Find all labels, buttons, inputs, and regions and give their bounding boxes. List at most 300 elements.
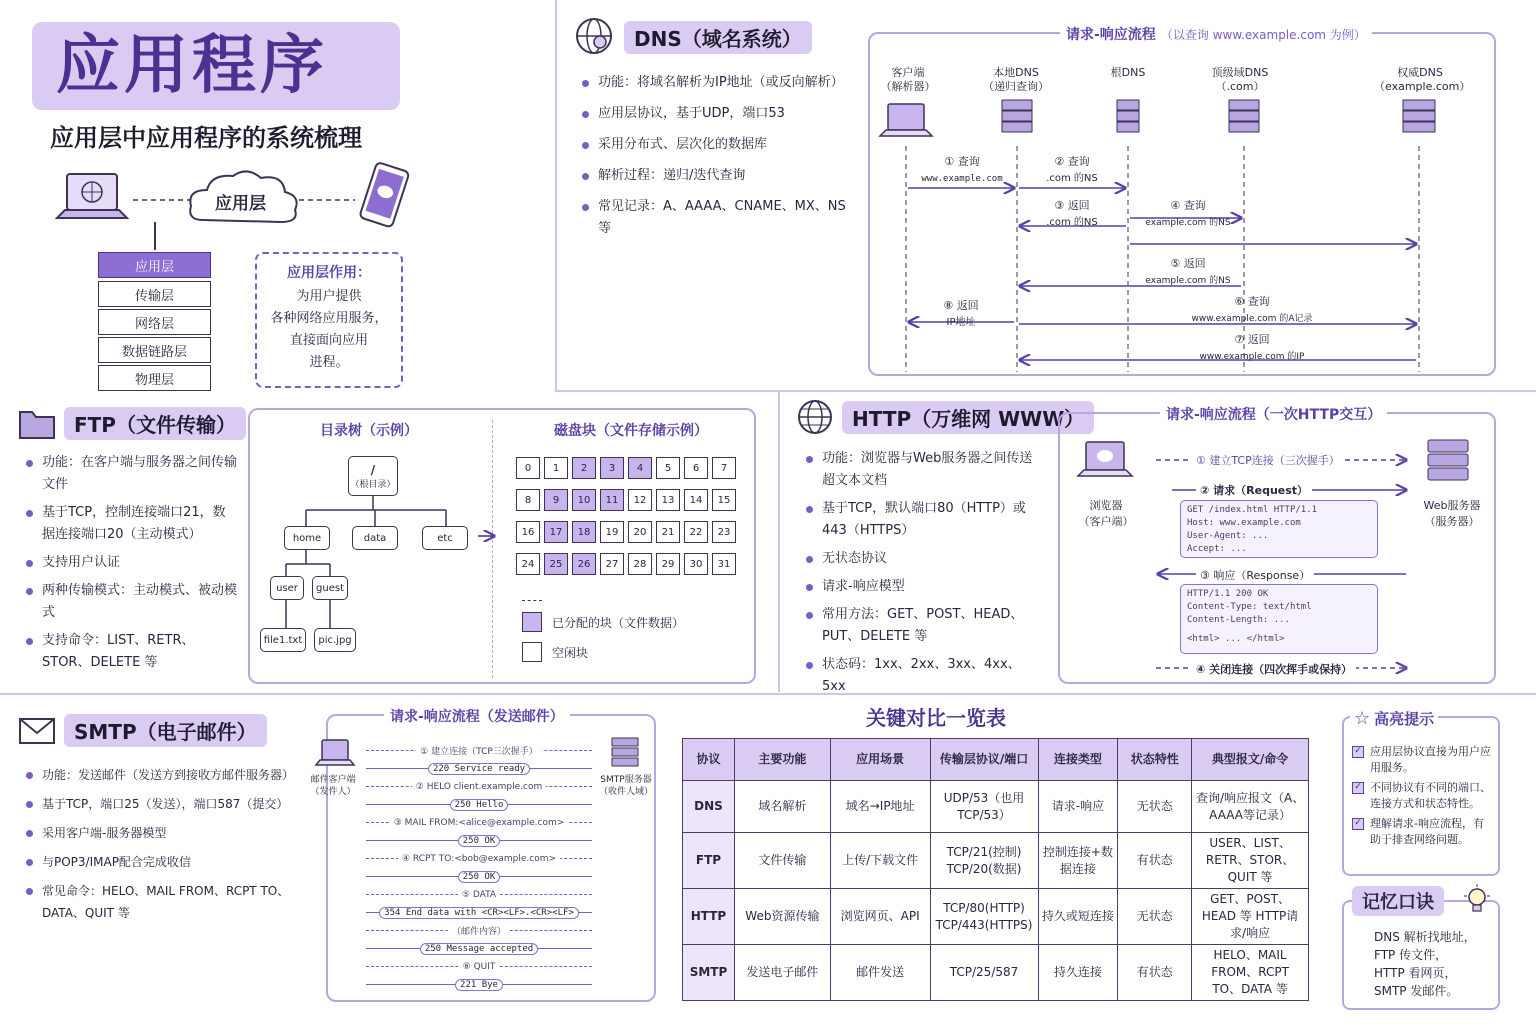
client-sub: （发件人） [310,787,356,797]
table-row [683,833,1309,889]
dns-title: DNS（域名系统） [624,21,812,54]
role-line: 直接面向应用 [289,333,368,348]
smtp-bullets [24,764,294,924]
page-subtitle: 应用层中应用程序的系统梳理 [50,124,362,152]
table-cell: TCP/25/587 [930,945,1038,1001]
tree-root-sub: （根目录） [350,479,396,490]
legend-swatch-allocated [522,612,542,632]
step-detail: example.com 的NS [1145,218,1231,228]
phone-icon [359,162,409,228]
http-step: ④ 关闭连接（四次挥手或保持） [1192,661,1356,677]
response-line: Content-Type: text/html [1187,602,1312,612]
table-row [683,781,1309,833]
smtp-message-label [379,907,579,919]
http-flow-title: 请求-响应流程（一次HTTP交互） [1160,404,1387,424]
stack-layer: 网络层 [98,309,211,335]
highlights-title: 高亮提示 [1374,710,1435,728]
actor-name: 权威DNS [1397,66,1443,79]
column-header: 典型报文/命令 [1192,739,1309,781]
disk-block-allocated: 4 [628,457,652,479]
disk-block-free: 27 [600,553,624,575]
step-num: ⑥ [1234,295,1245,308]
step-num: ⑤ [1170,257,1181,270]
dns-header [574,16,812,58]
table-cell: 发送电子邮件 [734,945,830,1001]
step-num: ⑤ [461,889,470,900]
step-text: 返回 [1067,199,1090,212]
table-cell: 无状态 [1118,889,1192,945]
http-step: ① 建立TCP连接（三次握手） [1192,452,1344,468]
disk-block-free: 14 [684,489,708,511]
smtp-message-label [458,835,501,847]
column-header: 传输层协议/端口 [930,739,1038,781]
actor-sub: （解析器） [880,80,936,93]
response-line: Content-Length: ... [1187,615,1290,625]
table-cell: FTP [683,833,735,889]
step-num: ② [1054,155,1065,168]
legend-free [522,642,588,662]
disk-block-free: 8 [516,489,540,511]
server-icon [1002,100,1032,132]
step-text: 250 OK [462,835,496,846]
dns-actor [1200,66,1280,94]
smtp-title: SMTP（电子邮件） [64,714,267,747]
http-bullet: 功能：浏览器与Web服务器之间传送超文本文档 [804,448,1040,492]
step-text: DATA [472,889,497,900]
disk-block-free: 29 [656,553,680,575]
disk-block-free: 13 [656,489,680,511]
table-cell: 请求-响应 [1038,781,1118,833]
table-cell: 邮件发送 [830,945,930,1001]
dns-actor [872,66,944,94]
step-text: 查询 [1067,155,1090,168]
request-line: Accept: ... [1187,544,1247,554]
smtp-message [366,796,592,813]
envelope-icon [18,715,56,747]
smtp-message [366,886,592,903]
laptop-icon [316,740,354,765]
mnemonic-lines [1374,928,1494,1000]
smtp-message [366,922,592,939]
smtp-message-label [398,854,560,864]
ftp-bullet: 功能：在客户端与服务器之间传输文件 [24,452,238,496]
dns-step [1132,256,1244,289]
step-text: 查询 [1183,199,1206,212]
tree-node: user [270,576,304,600]
step-num: ① [944,155,955,168]
dns-step [916,298,1006,331]
compare-body [683,781,1309,1001]
divider [0,693,1536,695]
http-server-label [1414,498,1490,530]
disk-block-grid [516,457,746,583]
smtp-message [366,850,592,867]
actor-sub: （.com） [1215,80,1265,93]
step-text: （邮件内容） [451,927,506,937]
disk-block-allocated: 18 [572,521,596,543]
table-cell: 查询/响应报文（A、AAAA等记录） [1192,781,1309,833]
client-sub: （客户端） [1078,515,1134,528]
table-cell: DNS [683,781,735,833]
http-client-label [1076,498,1136,530]
http-bullet: 常用方法：GET、POST、HEAD、PUT、DELETE 等 [804,604,1040,648]
disk-block-free: 24 [516,553,540,575]
lightbulb-icon [1462,884,1492,916]
step-text: 354 End data with <CR><LF>.<CR><LF> [384,907,574,918]
role-title: 应用层作用： [287,265,371,281]
disk-block-free: 28 [628,553,652,575]
disk-block-free: 1 [544,457,568,479]
step-detail: example.com 的NS [1145,276,1231,286]
smtp-message [366,778,592,795]
request-line: GET /index.html HTTP/1.1 [1187,505,1318,515]
dns-step [1020,154,1124,187]
table-cell: TCP/80(HTTP) TCP/443(HTTPS) [930,889,1038,945]
http-bullets [804,448,1040,698]
actor-sub: （example.com） [1374,80,1471,93]
step-text: RCPT TO:<bob@example.com> [412,853,557,864]
actor-name: 客户端 [891,66,925,79]
http-bullet: 基于TCP，默认端口80（HTTP）或 443（HTTPS） [804,498,1040,542]
tree-node: data [352,526,398,550]
disk-block-free: 0 [516,457,540,479]
table-row [683,889,1309,945]
smtp-message-label [459,962,500,972]
tree-root: / [370,462,376,477]
step-detail: www.example.com [921,174,1003,184]
compare-table [682,738,1309,1001]
server-icon [612,738,638,766]
tree-node: etc [422,526,468,550]
globe-icon [796,398,834,436]
table-cell: GET、POST、HEAD 等 HTTP请求/响应 [1192,889,1309,945]
highlight-text: 应用层协议直接为用户应用服务。 [1370,745,1491,774]
highlight-item [1352,780,1494,812]
dns-bullet: 常见记录：A、AAAA、CNAME、MX、NS 等 [580,196,860,240]
http-response-box [1180,584,1378,654]
http-bullet: 无状态协议 [804,548,1040,570]
table-cell: 域名→IP地址 [830,781,930,833]
table-cell: SMTP [683,945,735,1001]
ftp-bullet: 支持命令：LIST、RETR、STOR、DELETE 等 [24,630,238,674]
highlight-text: 不同协议有不同的端口、连接方式和状态特性。 [1370,781,1491,810]
ftp-bullet: 基于TCP，控制连接端口21，数据连接端口20（主动模式） [24,502,238,546]
disk-block-free: 7 [712,457,736,479]
table-cell: 有状态 [1118,833,1192,889]
tree-node: guest [312,576,348,600]
response-line: HTTP/1.1 200 OK [1187,589,1269,599]
table-cell: TCP/21(控制) TCP/20(数据) [930,833,1038,889]
checkbox-icon: ✓ [1352,746,1364,758]
smtp-message-label [450,799,509,811]
table-cell: 无状态 [1118,781,1192,833]
smtp-message [366,832,592,849]
smtp-message-label [458,890,500,900]
server-icon [1117,100,1139,132]
star-icon: ☆ [1354,708,1371,729]
ftp-bullet: 支持用户认证 [24,552,238,574]
smtp-message-label [458,871,501,883]
step-num: ③ [1054,199,1065,212]
smtp-message-label [455,979,503,991]
http-bullet: 请求-响应模型 [804,576,1040,598]
dns-step [1160,332,1344,365]
actor-name: 本地DNS [993,66,1039,79]
actor-sub: （递归查询） [983,80,1049,93]
dns-actor [980,66,1052,94]
smtp-message [366,976,592,993]
step-num: ② [415,781,424,792]
disk-block-free: 22 [684,521,708,543]
client-name: 浏览器 [1089,499,1123,512]
request-line: Host: www.example.com [1187,518,1301,528]
divider [778,392,780,692]
legend-label: 已分配的块（文件数据） [552,615,685,630]
step-num: ④ [1170,199,1181,212]
ftp-title: FTP（文件传输） [64,407,246,440]
mnemonic-title: 记忆口诀 [1352,886,1444,916]
dns-step [1020,198,1124,231]
file-node: file1.txt [260,628,306,652]
smtp-message [366,940,592,957]
divider [555,390,1536,392]
disk-block-allocated: 3 [600,457,624,479]
legend-label: 空闲块 [552,645,589,660]
compare-title: 关键对比一览表 [866,706,1006,730]
tree-root-node [348,456,398,496]
tree-node: home [284,526,330,550]
cloud-connector [154,222,156,250]
laptop-icon [57,174,127,218]
legend-allocated [522,612,684,632]
highlight-item [1352,744,1494,776]
mnemonic-line: FTP 传文件， [1374,948,1448,962]
step-num: ③ [393,817,402,828]
disk-block-free: 6 [684,457,708,479]
step-text: QUIT [473,961,496,972]
column-header: 状态特性 [1118,739,1192,781]
stack-layer: 物理层 [98,365,211,391]
actor-name: 顶级域DNS [1211,66,1269,79]
http-request-box [1180,500,1378,558]
mnemonic-line: HTTP 看网页， [1374,966,1457,980]
cloud-label: 应用层 [215,194,266,214]
role-line: 各种网络应用服务， [270,311,388,326]
step-text: 250 OK [462,871,496,882]
stack-layer: 数据链路层 [98,337,211,363]
disk-block-allocated: 26 [572,553,596,575]
table-cell: 域名解析 [734,781,830,833]
step-detail: IP地址 [946,317,976,328]
mnemonic-line: SMTP 发邮件。 [1374,984,1459,998]
smtp-flow-title: 请求-响应流程（发送邮件） [384,706,570,726]
server-name: SMTP服务器 [600,775,652,785]
dns-flow-note: （以查询 www.example.com 为例） [1160,28,1366,42]
step-text: MAIL FROM:<alice@example.com> [404,817,565,828]
server-icon [1403,100,1435,132]
smtp-message-label [420,943,538,955]
role-line: 为用户提供 [296,289,362,304]
step-detail: .com 的NS [1046,173,1098,184]
disk-block-free: 19 [600,521,624,543]
disk-block-free: 23 [712,521,736,543]
table-cell: USER、LIST、RETR、STOR、QUIT 等 [1192,833,1309,889]
column-header: 应用场景 [830,739,930,781]
checkbox-icon: ✓ [1352,818,1364,830]
smtp-bullet: 与POP3/IMAP配合完成收信 [24,851,294,873]
disk-block-free: 12 [628,489,652,511]
highlight-text: 理解请求-响应流程，有助于排查网络问题。 [1370,817,1484,846]
dns-bullets [580,72,860,240]
step-text: 返回 [1247,333,1270,346]
page-title: 应用程序 [56,29,328,103]
step-num: ① [420,747,429,757]
globe-search-icon [574,16,616,58]
highlights-list [1352,744,1494,852]
ftp-disk-title: 磁盘块（文件存储示例） [554,423,708,439]
smtp-message-label [412,782,546,792]
disk-block-free: 21 [656,521,680,543]
laptop-icon [1078,442,1132,476]
server-sub: （服务器） [1424,515,1480,528]
smtp-bullet: 功能：发送邮件（发送方到接收方邮件服务器） [24,764,294,786]
step-text: 建立连接（TCP三次握手） [431,747,538,757]
dns-step [1160,294,1344,327]
disk-block-free: 16 [516,521,540,543]
disk-block-allocated: 2 [572,457,596,479]
step-text: 查询 [1247,295,1270,308]
smtp-message-label [390,818,569,828]
step-num: ④ [401,853,411,864]
smtp-message [366,742,592,759]
role-box [255,252,403,388]
highlights-header [1350,708,1438,729]
request-line: User-Agent: ... [1187,531,1269,541]
folder-icon [18,406,56,440]
dns-flow-title: 请求-响应流程 [1066,27,1156,43]
column-header: 连接类型 [1038,739,1118,781]
smtp-message [366,904,592,921]
dns-flow-heading [1060,24,1372,44]
step-text: 返回 [1183,257,1206,270]
dns-bullet: 功能：将域名解析为IP地址（或反向解析） [580,72,860,94]
ftp-bullet: 两种传输模式：主动模式、被动模式 [24,580,238,624]
dns-bullet: 采用分布式、层次化的数据库 [580,134,860,156]
step-detail: www.example.com 的A记录 [1191,314,1313,324]
http-step: ② 请求（Request） [1196,482,1312,498]
smtp-message-label [416,744,542,757]
disk-block-allocated: 10 [572,489,596,511]
actor-name: 根DNS [1110,66,1146,79]
stack-layer: 传输层 [98,281,211,307]
highlight-item [1352,816,1494,848]
dns-step [912,154,1012,187]
smtp-message [366,760,592,777]
role-line: 进程。 [309,355,349,370]
ftp-bullets [24,452,238,674]
step-num: ⑧ [943,299,954,312]
disk-block-free: 31 [712,553,736,575]
smtp-message [366,958,592,975]
disk-block-allocated: 25 [544,553,568,575]
table-cell: 控制连接+数据连接 [1038,833,1118,889]
step-text: 221 Bye [460,979,498,990]
table-cell: 有状态 [1118,945,1192,1001]
disk-block-allocated: 17 [544,521,568,543]
table-cell: Web资源传输 [734,889,830,945]
dns-bullet: 解析过程：递归/迭代查询 [580,165,860,187]
table-cell: 持久或短连接 [1038,889,1118,945]
table-row [683,945,1309,1001]
legend-divider [522,600,542,601]
smtp-client-label [304,774,362,798]
smtp-message [366,814,592,831]
dns-bullet: 应用层协议，基于UDP，端口53 [580,103,860,125]
compare-header-row [683,739,1309,781]
disk-block-free: 15 [712,489,736,511]
ftp-header [18,406,246,440]
table-cell: HTTP [683,889,735,945]
http-step: ③ 响应（Response） [1196,567,1314,583]
laptop-icon [880,104,932,136]
server-sub: （收件人域） [598,787,653,797]
step-num: ⑦ [1234,333,1245,346]
table-cell: UDP/53（也用TCP/53） [930,781,1038,833]
disk-block-free: 30 [684,553,708,575]
step-num: ⑥ [462,961,471,972]
smtp-header [18,714,267,747]
smtp-bullet: 常见命令：HELO、MAIL FROM、RCPT TO、DATA、QUIT 等 [24,880,294,924]
server-name: Web服务器 [1423,499,1481,512]
column-header: 协议 [683,739,735,781]
smtp-bullet: 采用客户端-服务器模型 [24,822,294,844]
legend-swatch-free [522,642,542,662]
stack-layer: 应用层 [98,252,211,278]
column-header: 主要功能 [734,739,830,781]
http-bullet: 状态码：1xx、2xx、3xx、4xx、5xx [804,654,1040,698]
http-header [796,398,1094,436]
disk-block-allocated: 9 [544,489,568,511]
step-text: HELO client.example.com [426,781,543,792]
smtp-message-label [448,924,510,937]
response-line: <html> ... </html> [1187,634,1285,644]
smtp-bullet: 基于TCP，端口25（发送），端口587（提交） [24,793,294,815]
step-text: 查询 [957,155,980,168]
step-text: 250 Message accepted [424,943,534,954]
http-title: HTTP（万维网 WWW） [842,401,1094,434]
table-cell: 文件传输 [734,833,830,889]
server-icon [1229,100,1259,132]
divider [555,0,557,390]
client-name: 邮件客户端 [310,775,356,785]
dns-step [1132,198,1244,231]
table-cell: HELO、MAIL FROM、RCPT TO、DATA 等 [1192,945,1309,1001]
step-detail: www.example.com 的IP [1199,352,1305,362]
smtp-server-label [596,774,656,798]
disk-block-allocated: 11 [600,489,624,511]
smtp-message-list [366,742,592,994]
step-detail: .com 的NS [1046,217,1098,228]
smtp-message-label [428,763,530,775]
ftp-tree-title: 目录树（示例） [320,423,418,439]
checkbox-icon: ✓ [1352,782,1364,794]
table-cell: 浏览网页、API [830,889,930,945]
step-text: 250 Hello [454,799,504,810]
smtp-message [366,868,592,885]
disk-block-free: 20 [628,521,652,543]
table-cell: 持久连接 [1038,945,1118,1001]
dns-actor [1092,66,1164,80]
